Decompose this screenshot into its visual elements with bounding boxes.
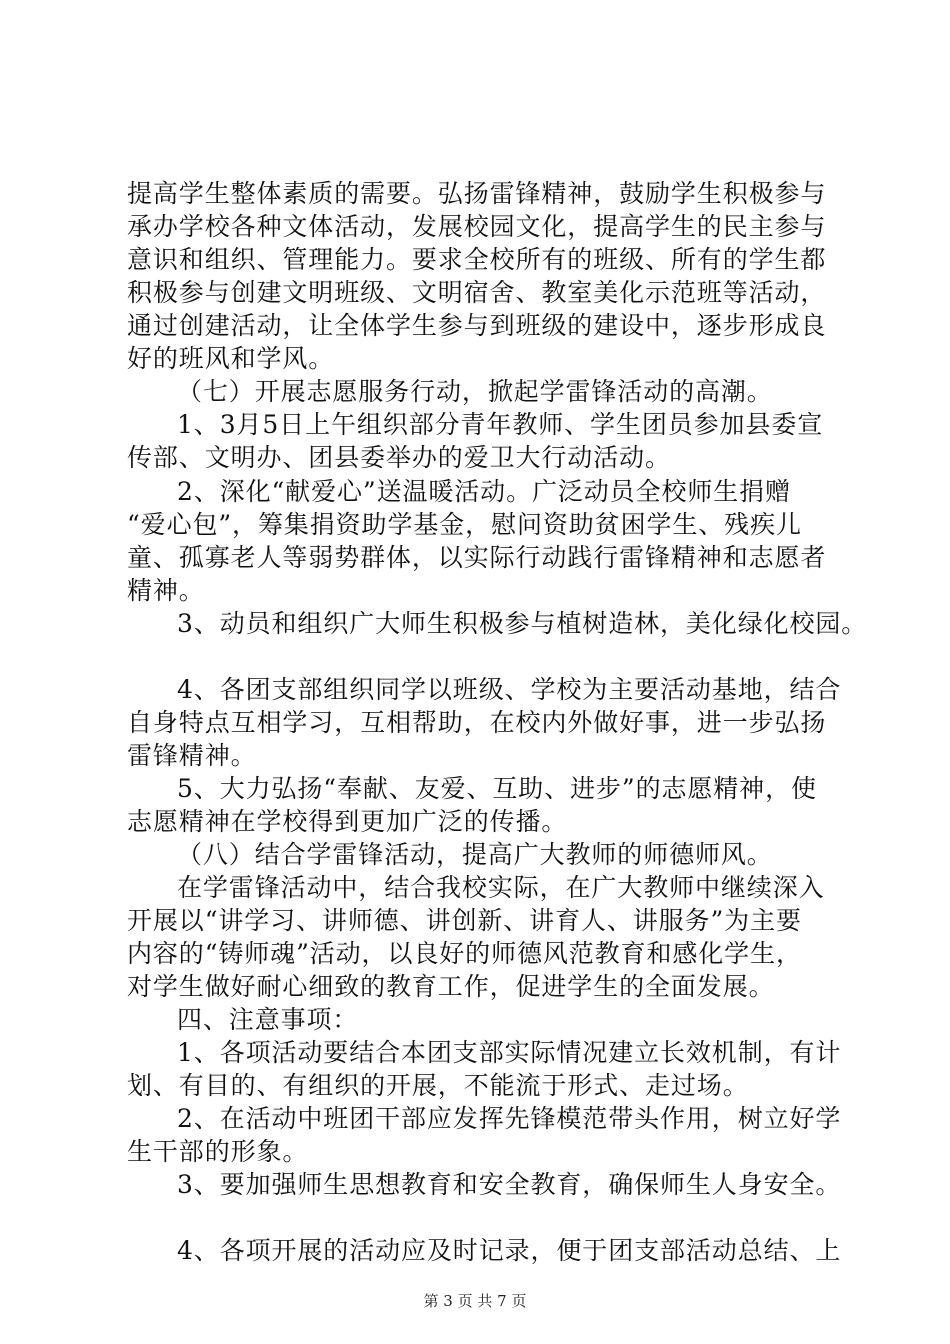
text-line: 在学雷锋活动中，结合我校实际，在广大教师中继续深入 xyxy=(177,873,825,902)
text-line: 对学生做好耐心细致的教育工作，促进学生的全面发展。 xyxy=(127,972,775,1001)
text-line: 1、各项活动要结合本团支部实际情况建立长效机制，有计 xyxy=(177,1038,842,1067)
text-line: 精神。 xyxy=(127,576,205,605)
text-line: 5、大力弘扬“奉献、友爱、互助、进步”的志愿精神，使 xyxy=(177,774,817,803)
text-line: “爱心包”，筹集捐资助学基金，慰问资助贫困学生、残疾儿 xyxy=(127,510,802,539)
section-heading: （七）开展志愿服务行动，掀起学雷锋活动的高潮。 xyxy=(177,377,773,406)
text-line: 承办学校各种文体活动，发展校园文化，提高学生的民主参与 xyxy=(127,212,827,241)
page-number-footer: 第 3 页 共 7 页 xyxy=(423,1292,527,1310)
text-line: 3、要加强师生思想教育和安全教育，确保师生人身安全。 xyxy=(177,1170,842,1199)
text-line: 意识和组织、管理能力。要求全校所有的班级、所有的学生都 xyxy=(127,245,827,274)
text-line: 内容的“铸师魂”活动，以良好的师德风范教育和感化学生， xyxy=(127,939,802,968)
text-line: 4、各项开展的活动应及时记录，便于团支部活动总结、上 xyxy=(177,1236,842,1265)
section-heading: 四、注意事项： xyxy=(177,1005,359,1034)
text-line: 提高学生整体素质的需要。弘扬雷锋精神，鼓励学生积极参与 xyxy=(127,179,827,208)
text-line: 自身特点互相学习，互相帮助，在校内外做好事，进一步弘扬 xyxy=(127,708,827,737)
text-line: 积极参与创建文明班级、文明宿舍、教室美化示范班等活动， xyxy=(127,278,827,307)
text-line: 3、动员和组织广大师生积极参与植树造林，美化绿化校园。 xyxy=(177,609,868,638)
text-line: 雷锋精神。 xyxy=(127,741,257,770)
text-line: 开展以“讲学习、讲师德、讲创新、讲育人、讲服务”为主要 xyxy=(127,906,802,935)
text-line: 2、在活动中班团干部应发挥先锋模范带头作用，树立好学 xyxy=(177,1104,842,1133)
text-line: 志愿精神在学校得到更加广泛的传播。 xyxy=(127,807,568,836)
text-line: 童、孤寡老人等弱势群体，以实际行动践行雷锋精神和志愿者 xyxy=(127,543,827,572)
text-line: 生干部的形象。 xyxy=(127,1137,309,1166)
text-line: 通过创建活动，让全体学生参与到班级的建设中，逐步形成良 xyxy=(127,311,827,340)
text-line: 4、各团支部组织同学以班级、学校为主要活动基地，结合 xyxy=(177,675,842,704)
text-line: 传部、文明办、团县委举办的爱卫大行动活动。 xyxy=(127,443,671,472)
text-line: 1、3月5日上午组织部分青年教师、学生团员参加县委宣 xyxy=(177,410,824,439)
text-line: 好的班风和学风。 xyxy=(127,344,335,373)
text-line: 划、有目的、有组织的开展，不能流于形式、走过场。 xyxy=(127,1071,749,1100)
section-heading: （八）结合学雷锋活动，提高广大教师的师德师风。 xyxy=(177,840,773,869)
text-line: 2、深化“献爱心”送温暖活动。广泛动员全校师生捐赠 xyxy=(177,477,791,506)
